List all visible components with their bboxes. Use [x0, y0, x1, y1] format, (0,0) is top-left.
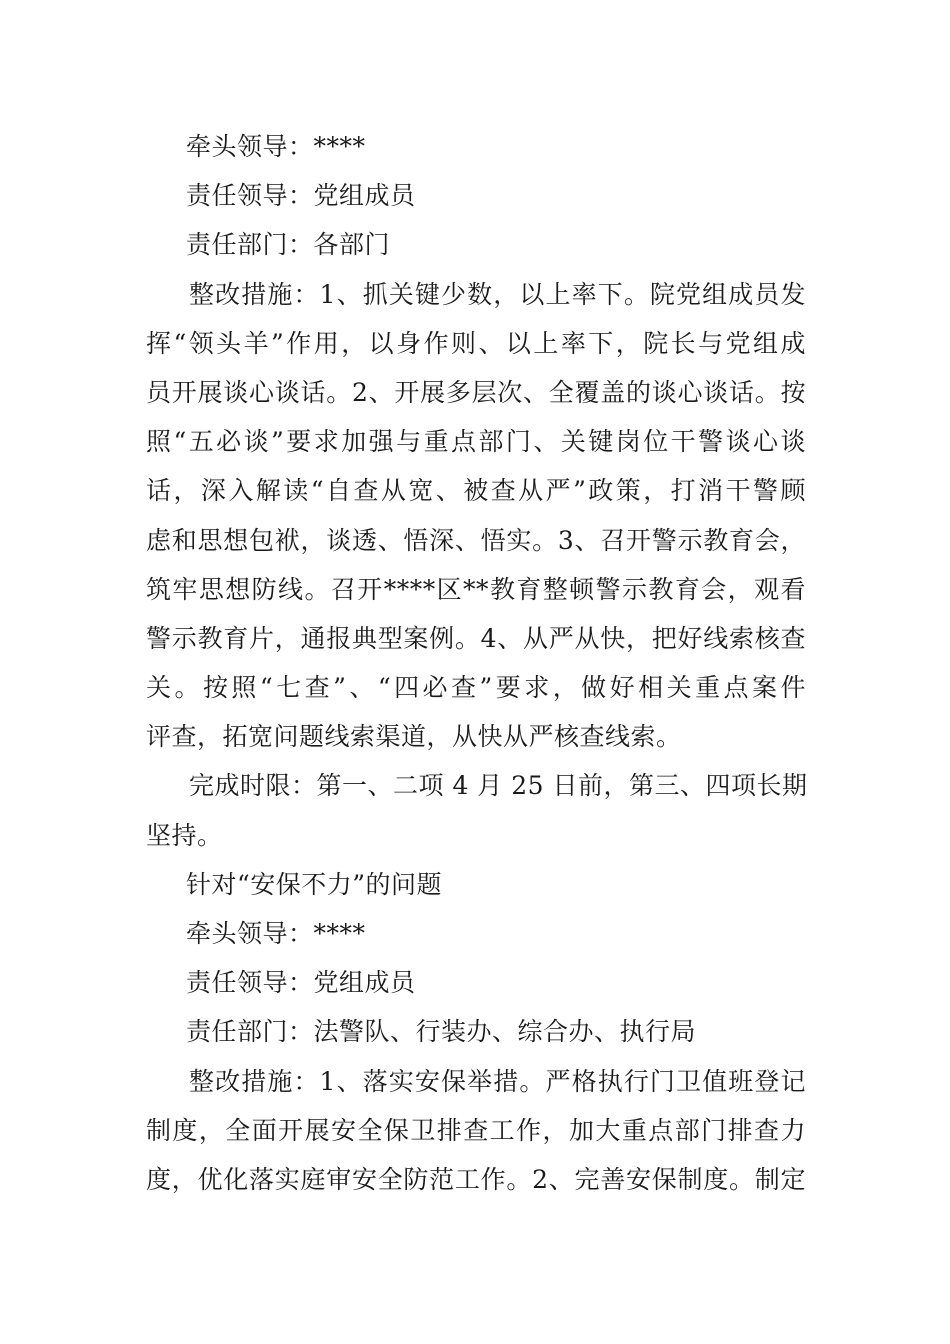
- measures-paragraph-line: 虑和思想包袱，谈透、悟深、悟实。3、召开警示教育会，: [146, 525, 806, 555]
- lead-leader-line: 牵头领导：****: [186, 132, 366, 161]
- responsible-leader-line: 责任领导：党组成员: [186, 968, 416, 998]
- measures-paragraph-line: 度，优化落实庭审安全防范工作。2、完善安保制度。制定: [146, 1164, 806, 1194]
- measures-paragraph-line: 筑牢思想防线。召开****区**教育整顿警示教育会，观看: [146, 574, 806, 604]
- lead-leader-line: 牵头领导：****: [186, 919, 366, 948]
- measures-paragraph-line: 警示教育片，通报典型案例。4、从严从快，把好线索核查: [146, 623, 806, 653]
- responsible-leader-line: 责任领导：党组成员: [186, 181, 416, 211]
- deadline-paragraph-line: 完成时限：第一、二项 4 月 25 日前，第三、四项长期: [189, 771, 808, 801]
- responsible-department-line: 责任部门：法警队、行装办、综合办、执行局: [186, 1017, 697, 1047]
- measures-paragraph-line: 挥“领头羊”作用，以身作则、以上率下，院长与党组成: [146, 328, 806, 358]
- section-heading: 针对“安保不力”的问题: [186, 869, 443, 899]
- measures-paragraph-line: 关。按照“七查”、“四必查”要求，做好相关重点案件: [146, 673, 806, 703]
- measures-paragraph-line: 制度，全面开展安全保卫排查工作，加大重点部门排查力: [146, 1115, 806, 1145]
- responsible-department-line: 责任部门：各部门: [186, 230, 391, 260]
- measures-paragraph-line: 照“五必谈”要求加强与重点部门、关键岗位干警谈心谈: [146, 427, 806, 457]
- measures-paragraph-line: 整改措施：1、抓关键少数，以上率下。院党组成员发: [189, 279, 806, 309]
- measures-paragraph-line: 话，深入解读“自查从宽、被查从严”政策，打消干警顾: [146, 476, 806, 506]
- measures-paragraph-line: 评查，拓宽问题线索渠道，从快从严核查线索。: [146, 722, 682, 752]
- deadline-paragraph-line: 坚持。: [146, 820, 223, 850]
- measures-paragraph-line: 整改措施：1、落实安保举措。严格执行门卫值班登记: [189, 1066, 806, 1096]
- measures-paragraph-line: 员开展谈心谈话。2、开展多层次、全覆盖的谈心谈话。按: [146, 377, 806, 407]
- document-page: [146, 122, 806, 1204]
